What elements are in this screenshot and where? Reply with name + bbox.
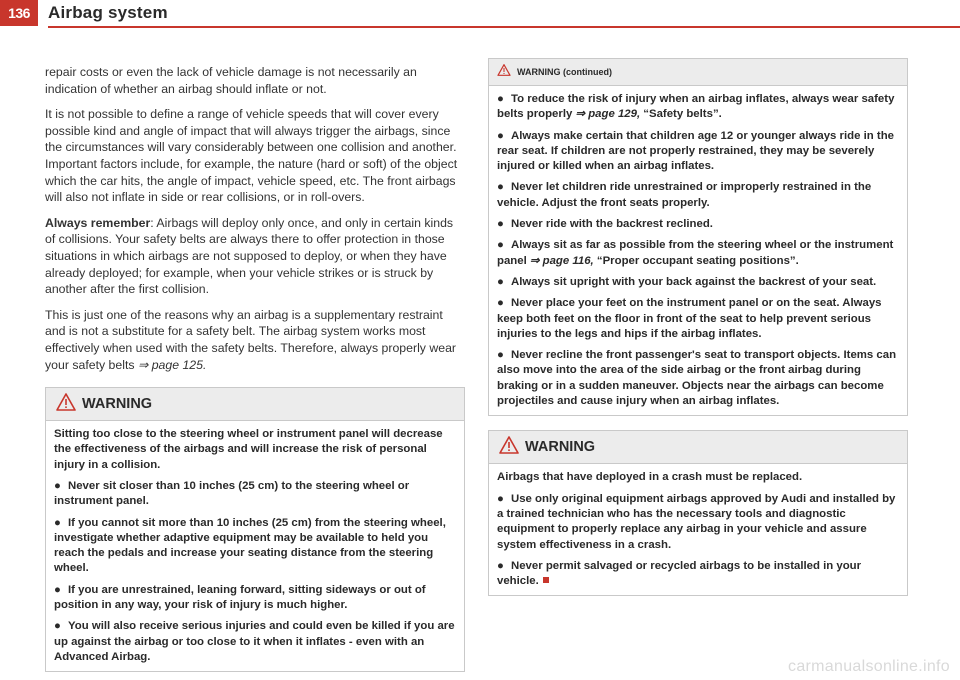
warning-bullet (54, 619, 456, 665)
warning-box-seating (45, 387, 465, 672)
paragraph-2: It is not possible to define a range of vehicle speeds that will cover every possible kind and angle of impact that will always trigger the airbags, since the circumstances will vary considerably between one collision and another. Important factors include, for example, the nature (hard or soft) of the object which the car hits, the angle of impact, vehicle speed, etc. The front airbags will also not inflate in side or rear collisions, or in roll-overs. (45, 107, 458, 205)
page-number: 136 (0, 0, 38, 26)
warning-box-replacement (488, 430, 908, 596)
bullet-dot-icon: ● (497, 492, 504, 505)
warning-continued-title: WARNING (continued) (517, 67, 612, 77)
warning-bullet (497, 296, 899, 342)
bullet-text: Use only original equipment airbags approved by Audi and installed by a trained technician who has the necessary tools and diagnostic equipment to properly replace any airbag in your vehicle and assure system effectiveness in a crash. (497, 492, 896, 551)
right-column (488, 58, 906, 596)
bullet-text: Always sit upright with your back against the backrest of your seat. (511, 275, 877, 288)
warning-bullet (497, 348, 899, 409)
supplementary-text: This is just one of the reasons why an airbag is a supplementary restraint and is not a substitute for a safety belt. The airbag system works most effectively when used with the safety belts. Therefore, always properly wear your safety belts (45, 307, 457, 372)
bullet-dot-icon: ● (54, 516, 61, 529)
bullet-text: Always make certain that children age 12 or younger always ride in the rear seat. If children are not properly restrained, they may be severely injured or killed when an airbag inflates. (497, 129, 894, 173)
bullet-text: Never sit closer than 10 inches (25 cm) to the steering wheel or instrument panel. (54, 479, 410, 508)
bullet-dot-icon: ● (497, 129, 504, 142)
bullet-text: If you cannot sit more than 10 inches (25 cm) from the steering wheel, investigate whether adaptive equipment may be available to held you reach the pedals and increase your seating distance from the steering wheel. (54, 516, 446, 575)
bullet-dot-icon: ● (497, 349, 504, 362)
warning-triangle-icon (497, 63, 511, 81)
bullet-text: Always sit as far as possible from the steering wheel or the instrument panel (497, 239, 894, 267)
warning-bullet (497, 129, 899, 175)
warning-body (489, 464, 907, 595)
paragraph-always-remember (45, 215, 463, 298)
warning-continued-body (489, 86, 907, 415)
warning-intro: Sitting too close to the steering wheel or instrument panel will decrease the effectiveness of the airbags and will increase the risk of personal injury in a collision. (54, 428, 443, 471)
bullet-dot-icon: ● (497, 181, 504, 194)
warning-bullet (497, 92, 899, 123)
bullet-dot-icon: ● (497, 218, 504, 231)
warning-bullet (497, 238, 899, 269)
paragraph-supplementary (45, 307, 463, 373)
page-116-link[interactable]: ⇒ page 116, (529, 254, 594, 267)
warning-bullet (54, 516, 456, 577)
left-column (45, 64, 463, 672)
bullet-dot-icon: ● (54, 620, 61, 633)
warning-bullet (54, 479, 456, 510)
warning-bullet (497, 180, 899, 211)
bullet-text: Never permit salvaged or recycled airbags to be installed in your vehicle. (497, 559, 862, 588)
bullet-text: You will also receive serious injuries and could even be killed if you are up against the airbag or too close to it when it inflates - even with an Advanced Airbag. (54, 620, 455, 663)
warning-header (489, 431, 907, 464)
bullet-dot-icon: ● (54, 583, 61, 596)
always-remember-lead: Always remember (45, 215, 151, 230)
warning-bullet (497, 492, 899, 553)
page-129-link[interactable]: ⇒ page 129, (575, 108, 641, 121)
always-remember-text: : Airbags will deploy only once, and only in certain kinds of collisions. Your safety belts are always there to offer protection in those situations in which airbags are not supposed to deploy, or when they have already deployed; for example, when your vehicle strikes or is struck by another after the first collision. (45, 215, 454, 297)
bullet-dot-icon: ● (497, 297, 504, 310)
bullet-dot-icon: ● (497, 275, 504, 288)
warning-triangle-icon (56, 393, 76, 416)
paragraph-1: repair costs or even the lack of vehicle damage is not necessarily an indication of whether an airbag should inflate or not. (45, 65, 417, 96)
bullet-dot-icon: ● (54, 479, 61, 492)
bullet-text-tail: “Proper occupant seating positions”. (593, 254, 799, 267)
warning-body (46, 421, 464, 671)
warning-title: WARNING (525, 439, 596, 456)
warning-bullet (497, 275, 899, 290)
warning-header (46, 388, 464, 421)
bullet-text: Never ride with the backrest reclined. (511, 218, 713, 231)
watermark: carmanualsonline.info (788, 658, 950, 675)
bullet-dot-icon: ● (497, 559, 504, 572)
warning-continued-header (489, 59, 907, 86)
bullet-text: Never place your feet on the instrument panel or on the seat. Always keep both feet on the floor in front of the seat to help prevent serious injuries to the legs and hips if the airbag inflates. (497, 297, 882, 340)
warning-box-continued (488, 58, 908, 416)
bullet-text: Never let children ride unrestrained or improperly restrained in the vehicle. Adjust the front seats properly. (497, 181, 872, 209)
header-rule (48, 26, 960, 28)
page-title: Airbag system (48, 3, 168, 22)
page-125-link[interactable]: ⇒ page 125. (137, 357, 207, 372)
bullet-dot-icon: ● (497, 239, 504, 252)
warning-triangle-icon (499, 436, 519, 459)
bullet-text-tail: “Safety belts”. (640, 108, 722, 121)
bullet-text: Never recline the front passenger's seat to transport objects. Items can also move into the area of the side airbag or the front airbag during braking or in a sudden maneuver. Objects near the airbags can become projectiles and cause injury when an airbag inflates. (497, 349, 897, 408)
bullet-dot-icon: ● (497, 93, 504, 105)
warning-bullet (497, 217, 899, 232)
warning-intro: Airbags that have deployed in a crash must be replaced. (497, 471, 803, 484)
warning-title: WARNING (82, 396, 153, 413)
bullet-text: To reduce the risk of injury when an airbag inflates, always wear safety belts properly (497, 93, 895, 121)
warning-bullet (497, 559, 899, 590)
end-of-section-icon (543, 577, 549, 583)
warning-bullet (54, 583, 456, 614)
bullet-text: If you are unrestrained, leaning forward, sitting sideways or out of position in any way, your risk of injury is much higher. (54, 583, 426, 612)
